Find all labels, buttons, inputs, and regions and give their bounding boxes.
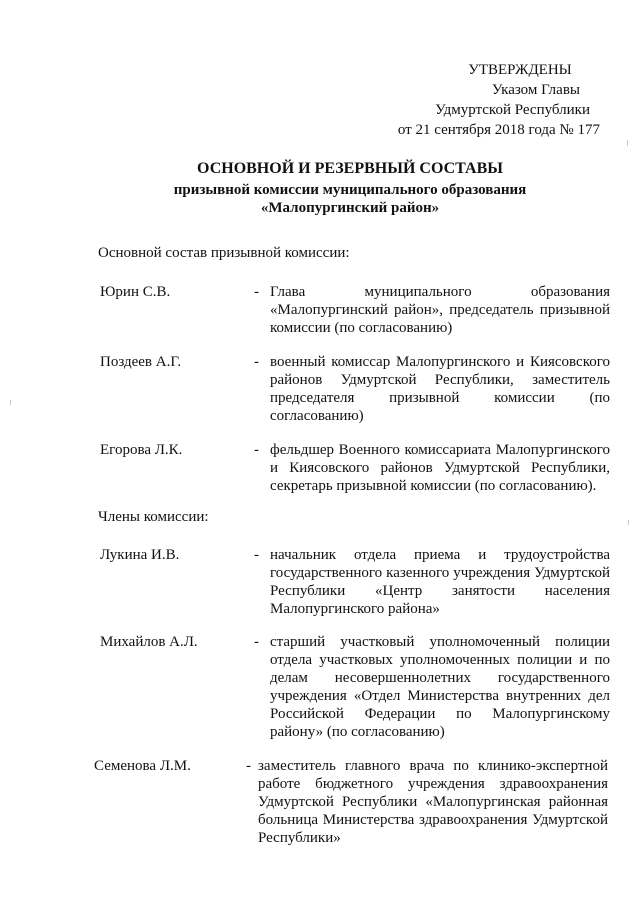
- approval-stamp: [380, 60, 600, 140]
- member-dash: -: [246, 758, 251, 774]
- approval-decree: Указом Главы: [491, 82, 580, 98]
- member-role: старший участковый уполномоченный полиции отдела участковых уполномоченных полиции и по делам несовершеннолетних государственного учреждения «Отдел Министерства внутренних дел Российской Федерации по Малопургинскому району» (по согласованию): [270, 634, 610, 740]
- title-line-3: «Малопургинский район»: [260, 200, 440, 216]
- member-dash: -: [254, 547, 259, 563]
- member-name: Поздеев А.Г.: [100, 354, 182, 370]
- member-name: Юрин С.В.: [100, 284, 171, 300]
- member-name: Михайлов А.Л.: [100, 634, 198, 650]
- member-dash: -: [254, 442, 259, 458]
- document-title: [100, 160, 600, 217]
- scan-edge-mark: [627, 140, 628, 146]
- member-role: Глава муниципального образования «Малопургинский район», председатель призывной комиссии (по согласованию): [270, 284, 610, 336]
- member-name: Семенова Л.М.: [94, 758, 191, 774]
- member-role: фельдшер Военного комиссариата Малопургинского и Киясовского районов Удмуртской Республики, секретарь призывной комиссии (по согласованию).: [270, 442, 610, 494]
- main-section-label: Основной состав призывной комиссии:: [98, 245, 350, 261]
- members-section-label: Члены комиссии:: [98, 509, 209, 525]
- member-dash: -: [254, 634, 259, 650]
- approval-title: УТВЕРЖДЕНЫ: [468, 62, 572, 78]
- title-line-2: призывной комиссии муниципального образования: [173, 182, 527, 198]
- member-dash: -: [254, 284, 259, 300]
- title-line-1: ОСНОВНОЙ И РЕЗЕРВНЫЙ СОСТАВЫ: [197, 160, 503, 177]
- scan-edge-mark: [628, 520, 629, 525]
- scan-edge-mark: [10, 400, 11, 405]
- member-dash: -: [254, 354, 259, 370]
- member-name: Лукина И.В.: [100, 547, 180, 563]
- approval-authority: Удмуртской Республики: [435, 102, 590, 118]
- member-role: военный комиссар Малопургинского и Киясовского районов Удмуртской Республики, заместитель председателя призывной комиссии (по согласованию): [270, 354, 610, 424]
- member-name: Егорова Л.К.: [100, 442, 183, 458]
- approval-date: от 21 сентября 2018 года № 177: [397, 122, 600, 138]
- member-role: заместитель главного врача по клинико-экспертной работе бюджетного учреждения здравоохранения Удмуртской Республики «Малопургинская районная больница Министерства здравоохранения Удмуртской Республики»: [258, 758, 608, 846]
- member-role: начальник отдела приема и трудоустройства государственного казенного учреждения Удмуртской Республики «Центр занятости населения Малопургинского района»: [270, 547, 610, 617]
